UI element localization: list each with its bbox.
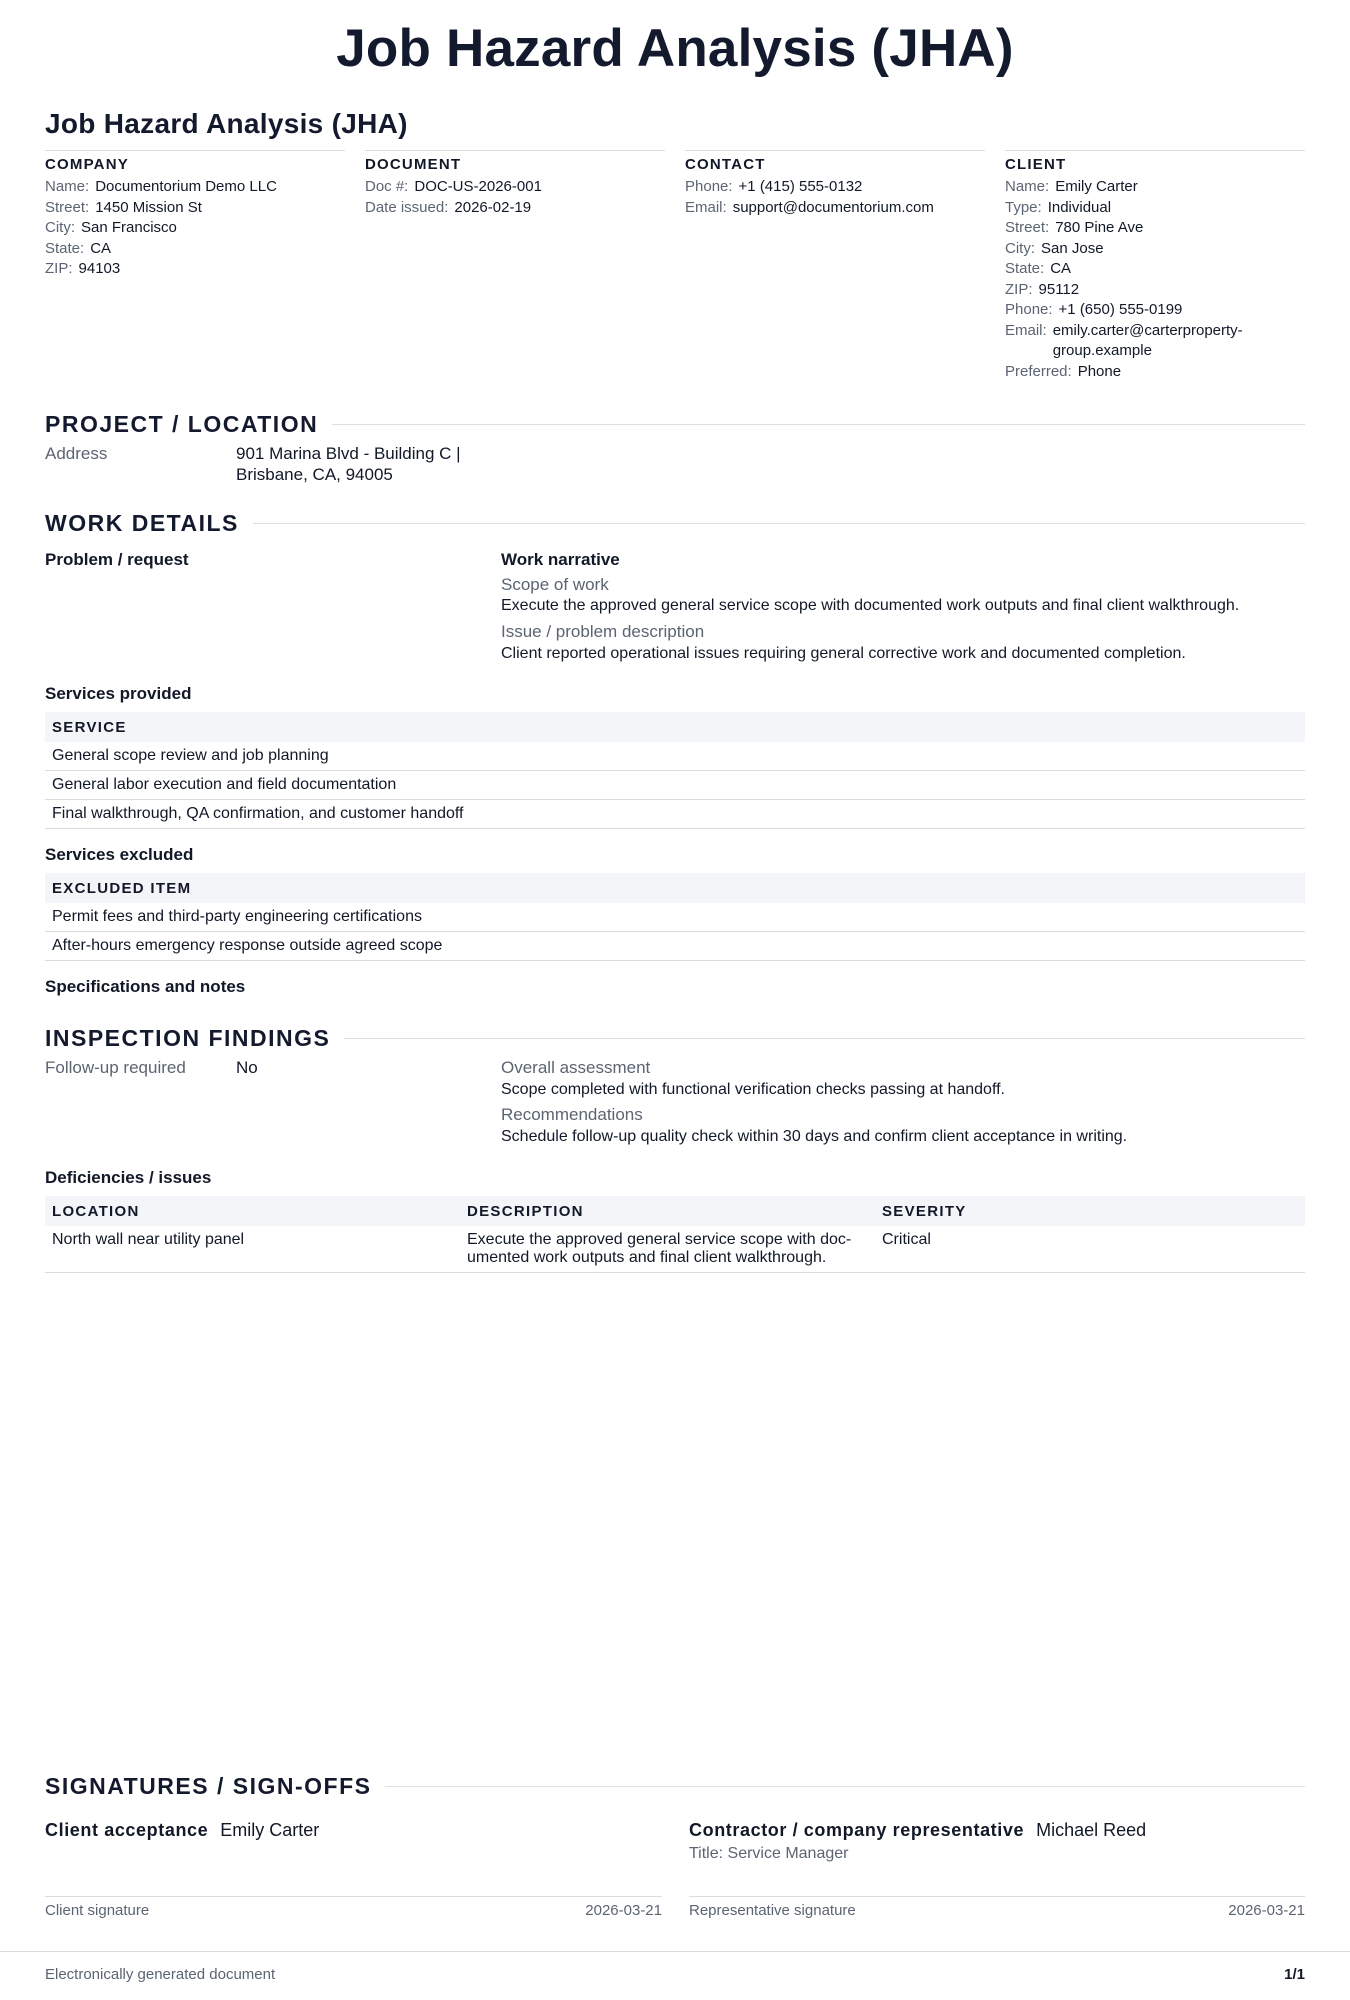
address-line-2: Brisbane, CA, 94005 [236,465,393,484]
field-key: Preferred: [1005,362,1072,380]
footer-divider [0,1951,1350,1952]
field-value: 95112 [1038,280,1080,298]
description-line-1: Execute the approved general service scope with doc- [467,1231,852,1248]
location-cell: North wall near utility panel [45,1226,460,1273]
field-value: 780 Pine Ave [1055,219,1144,236]
client-field [1005,280,1305,301]
representative-label: Contractor / company representative [689,1820,1025,1840]
representative-signature-label: Representative signature [689,1902,856,1919]
field-key: Name: [1005,178,1050,195]
client-field [1005,321,1305,362]
project-section-heading [45,411,1305,438]
inspection-heading-text: INSPECTION FINDINGS [45,1025,331,1051]
work-section-heading [45,510,1305,537]
table-row [45,742,1305,771]
footer-note: Electronically generated document [45,1966,276,1983]
field-key: Phone: [685,178,733,195]
contact-block [685,150,985,218]
signatures-section-heading [45,1773,1305,1800]
overall-assessment-label: Overall assessment [501,1058,651,1077]
description-line-2: umented work outputs and final client walkthrough. [467,1249,827,1266]
contact-field [685,177,985,198]
company-field [45,259,345,280]
field-key: City: [45,219,75,236]
document-field [365,177,665,198]
signatures-heading-text: SIGNATURES / SIGN-OFFS [45,1773,372,1799]
excluded-cell: After-hours emergency response outside agreed scope [45,932,1305,961]
field-key: State: [1005,260,1045,277]
followup-value: No [236,1058,258,1077]
representative-acceptance [689,1820,1146,1841]
deficiencies-table [45,1196,1305,1273]
page-number: 1/1 [1284,1966,1305,1983]
representative-title: Title: Service Manager [689,1845,849,1862]
scope-of-work-text: Execute the approved general service scope with documented work outputs and final client walkthrough. [501,597,1240,614]
client-field [1005,259,1305,280]
field-value: 2026-02-19 [454,198,532,216]
table-row [45,800,1305,829]
contact-field [685,198,985,219]
service-cell: General labor execution and field documentation [45,771,1305,800]
field-key: State: [45,239,85,257]
field-key: Date issued: [365,198,449,216]
company-block [45,150,345,280]
field-value: 1450 Mission St [95,198,202,216]
field-value: emily.carter@carterproperty-group.example [1052,321,1243,359]
service-cell: General scope review and job planning [45,742,1305,771]
client-acceptance [45,1820,319,1841]
field-value: Phone [1077,362,1122,380]
field-value: Emily Carter [1055,178,1138,195]
field-key: Doc #: [365,178,409,195]
field-key: Street: [1005,219,1050,236]
company-field [45,198,345,219]
document-block [365,150,665,218]
representative-signature-date: 2026-03-21 [1228,1902,1305,1919]
issue-description-label: Issue / problem description [501,622,705,641]
company-heading: COMPANY [45,156,129,173]
scope-of-work-label: Scope of work [501,575,609,594]
client-heading: CLIENT [1005,156,1067,173]
field-key: Phone: [1005,301,1053,318]
service-cell: Final walkthrough, QA confirmation, and customer handoff [45,800,1305,829]
header-info [45,150,1305,380]
field-key: Email: [1005,321,1047,339]
recommendations-text: Schedule follow-up quality check within 30 days and confirm client acceptance in writing. [501,1128,1128,1145]
client-field [1005,177,1305,198]
client-signature-date: 2026-03-21 [585,1902,662,1919]
table-row [45,903,1305,932]
excluded-table [45,873,1305,961]
table-row [45,771,1305,800]
field-key: Name: [45,178,90,195]
services-excluded-label: Services excluded [45,845,194,864]
field-key: Email: [685,198,727,216]
address-line-1: 901 Marina Blvd - Building C | [236,444,461,463]
client-field [1005,218,1305,239]
specifications-label: Specifications and notes [45,977,246,996]
contact-heading: CONTACT [685,156,766,173]
field-value: +1 (415) 555-0132 [738,178,863,195]
recommendations-label: Recommendations [501,1105,643,1124]
company-field [45,239,345,260]
description-cell [460,1226,875,1273]
field-key: Street: [45,198,90,216]
severity-cell: Critical [875,1226,1305,1273]
severity-column-header: SEVERITY [875,1196,1305,1226]
table-row [45,1226,1305,1273]
document-field [365,198,665,219]
client-field [1005,362,1305,383]
client-field [1005,198,1305,219]
field-key: ZIP: [45,260,73,277]
description-column-header: DESCRIPTION [460,1196,875,1226]
excluded-cell: Permit fees and third-party engineering certifications [45,903,1305,932]
client-acceptance-label: Client acceptance [45,1820,209,1840]
client-signature-label: Client signature [45,1902,150,1919]
issue-description-text: Client reported operational issues requiring general corrective work and documented completion. [501,645,1186,662]
field-value: support@documentorium.com [732,198,934,216]
field-key: ZIP: [1005,280,1033,298]
representative-signature-line [689,1896,1305,1897]
deficiencies-label: Deficiencies / issues [45,1168,212,1187]
field-value: Documentorium Demo LLC [95,178,277,195]
problem-request-label: Problem / request [45,550,189,569]
inspection-section-heading [45,1025,1305,1052]
location-column-header: LOCATION [45,1196,460,1226]
field-value: Individual [1047,198,1112,216]
client-field [1005,239,1305,260]
client-signature-line [45,1896,662,1897]
client-acceptance-name: Emily Carter [220,1820,320,1840]
document-main-title: Job Hazard Analysis (JHA) [336,19,1014,78]
field-value: +1 (650) 555-0199 [1058,301,1183,318]
project-heading-text: PROJECT / LOCATION [45,411,319,437]
company-field [45,177,345,198]
field-value: San Jose [1041,239,1104,257]
excluded-column-header: EXCLUDED ITEM [45,873,1305,903]
field-value: San Francisco [81,219,177,236]
client-field [1005,300,1305,321]
services-table [45,712,1305,829]
field-value: 94103 [78,260,121,277]
work-narrative-label: Work narrative [501,550,620,569]
representative-name: Michael Reed [1036,1820,1147,1840]
company-field [45,218,345,239]
followup-label: Follow-up required [45,1058,186,1077]
field-value: CA [90,239,112,257]
address-label: Address [45,444,108,463]
field-value: DOC-US-2026-001 [414,178,542,195]
table-row [45,932,1305,961]
document-subtitle: Job Hazard Analysis (JHA) [45,108,408,139]
client-block [1005,150,1305,382]
service-column-header: SERVICE [45,712,1305,742]
field-value: CA [1050,260,1072,277]
field-key: City: [1005,239,1035,257]
services-provided-label: Services provided [45,684,192,703]
overall-assessment-text: Scope completed with functional verification checks passing at handoff. [501,1081,1005,1098]
document-heading: DOCUMENT [365,156,462,173]
work-heading-text: WORK DETAILS [45,510,239,536]
field-key: Type: [1005,198,1042,216]
